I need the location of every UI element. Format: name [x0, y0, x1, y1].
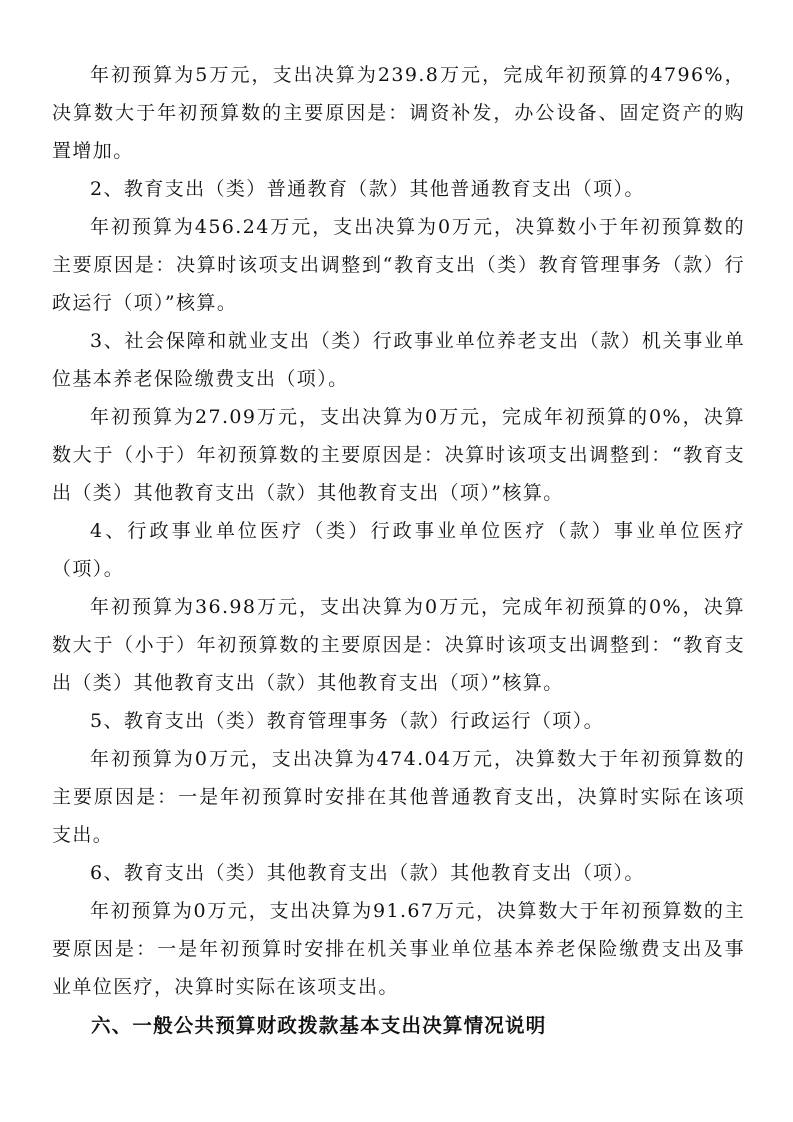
paragraph-budget-note-4: 年初预算为36.98万元，支出决算为0万元，完成年初预算的0%，决算数大于（小于）年初预算数的主要原因是：决算时该项支出调整到：“教育支出（类）其他教育支出（款）其他教育支出（项）”核算。: [52, 596, 745, 694]
paragraph-budget-note-5: 年初预算为0万元，支出决算为474.04万元，决算数大于年初预算数的主要原因是：一是年初预算时安排在其他普通教育支出，决算时实际在该项支出。: [52, 748, 745, 846]
paragraph-budget-note-2: 年初预算为456.24万元，支出决算为0万元，决算数小于年初预算数的主要原因是：决算时该项支出调整到“教育支出（类）教育管理事务（款）行政运行（项）”核算。: [52, 216, 745, 314]
item-heading-5: 5、教育支出（类）教育管理事务（款）行政运行（项）。: [90, 710, 604, 732]
item-heading-3: 3、社会保障和就业支出（类）行政事业单位养老支出（款）机关事业单位基本养老保险缴费支出（项）。: [52, 330, 745, 390]
item-heading-4: 4、行政事业单位医疗（类）行政事业单位医疗（款）事业单位医疗（项）。: [52, 520, 745, 580]
section-heading: 六、一般公共预算财政拨款基本支出决算情况说明: [91, 1014, 547, 1037]
paragraph-budget-note-3: 年初预算为27.09万元，支出决算为0万元，完成年初预算的0%，决算数大于（小于）年初预算数的主要原因是：决算时该项支出调整到：“教育支出（类）其他教育支出（款）其他教育支出（项）”核算。: [52, 406, 745, 504]
item-heading-2: 2、教育支出（类）普通教育（款）其他普通教育支出（项）。: [90, 178, 645, 200]
item-heading-6: 6、教育支出（类）其他教育支出（款）其他教育支出（项）。: [90, 862, 645, 884]
paragraph-budget-note-6: 年初预算为0万元，支出决算为91.67万元，决算数大于年初预算数的主要原因是：一是年初预算时安排在机关事业单位基本养老保险缴费支出及事业单位医疗，决算时实际在该项支出。: [52, 900, 745, 998]
paragraph-budget-note-1: 年初预算为5万元，支出决算为239.8万元，完成年初预算的4796%，决算数大于年初预算数的主要原因是：调资补发，办公设备、固定资产的购置增加。: [52, 64, 745, 162]
